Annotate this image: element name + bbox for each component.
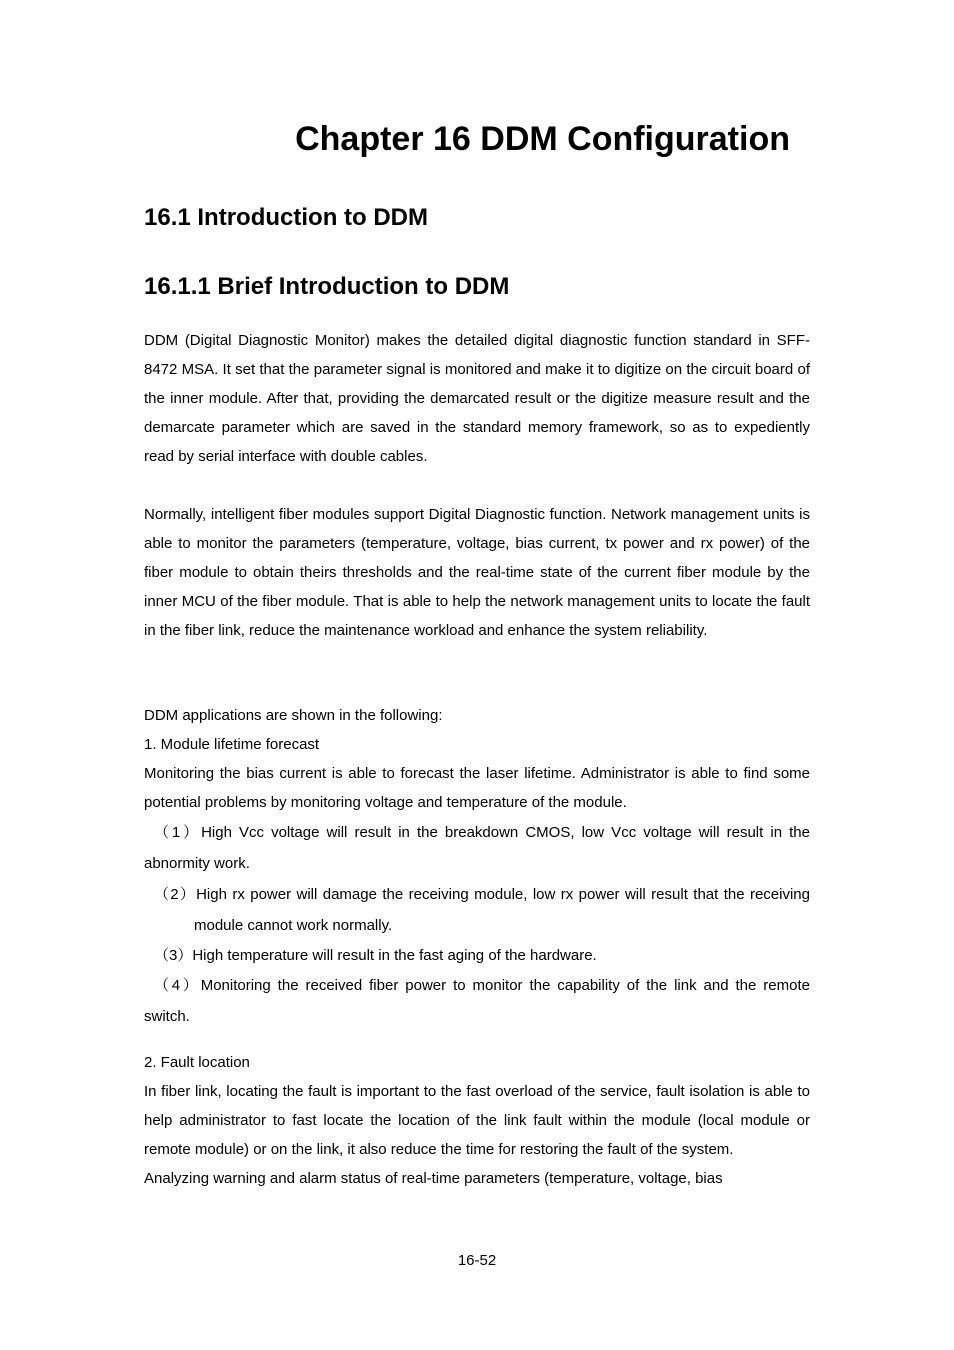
fault-location-block <box>144 1048 810 1193</box>
list-item-vcc: （1）High Vcc voltage will result in the breakdown CMOS, low Vcc voltage will result in the abnormity work. <box>144 824 810 872</box>
list-item-rx-power: （2）High rx power will damage the receiving module, low rx power will result that the receiving module cannot work normally. <box>154 886 810 934</box>
fault-location-text: In fiber link, locating the fault is important to the fast overload of the service, fault isolation is able to help administrator to fast locate the location of the link fault within the module (local module or remote module) or on the link, it also reduce the time for restoring the fault of the system. <box>144 1083 810 1158</box>
section-title: 16.1 Introduction to DDM <box>144 204 428 231</box>
lifetime-forecast-heading: 1. Module lifetime forecast <box>144 736 320 753</box>
lifetime-forecast-text: Monitoring the bias current is able to forecast the laser lifetime. Administrator is able to find some potential problems by monitoring voltage and temperature of the module. <box>144 765 810 811</box>
paragraph-ddm-support: Normally, intelligent fiber modules support Digital Diagnostic function. Network management units is able to monitor the parameters (temperature, voltage, bias current, tx power and rx power) of the fiber module to obtain theirs thresholds and the real-time state of the current fiber module by the inner MCU of the fiber module. That is able to help the network management units to locate the fault in the fiber link, reduce the maintenance workload and enhance the system reliability. <box>144 506 810 639</box>
fault-analysis-text: Analyzing warning and alarm status of real-time parameters (temperature, voltage, bias <box>144 1170 723 1187</box>
paragraph-ddm-definition: DDM (Digital Diagnostic Monitor) makes the detailed digital diagnostic function standard in SFF-8472 MSA. It set that the parameter signal is monitored and make it to digitize on the circuit board of the inner module. After that, providing the demarcated result or the digitize measure result and the demarcate parameter which are saved in the standard memory framework, so as to expediently read by serial interface with double cables. <box>144 332 810 465</box>
applications-intro: DDM applications are shown in the following: <box>144 707 443 724</box>
applications-block <box>144 701 810 1032</box>
subsection-title: 16.1.1 Brief Introduction to DDM <box>144 273 510 300</box>
page-number: 16-52 <box>457 1252 497 1269</box>
chapter-title: Chapter 16 DDM Configuration <box>295 120 790 158</box>
fault-location-heading: 2. Fault location <box>144 1054 250 1071</box>
list-item-fiber-power: （4）Monitoring the received fiber power to monitor the capability of the link and the remote switch. <box>144 977 810 1025</box>
list-item-temperature: （3）High temperature will result in the fast aging of the hardware. <box>154 947 597 964</box>
